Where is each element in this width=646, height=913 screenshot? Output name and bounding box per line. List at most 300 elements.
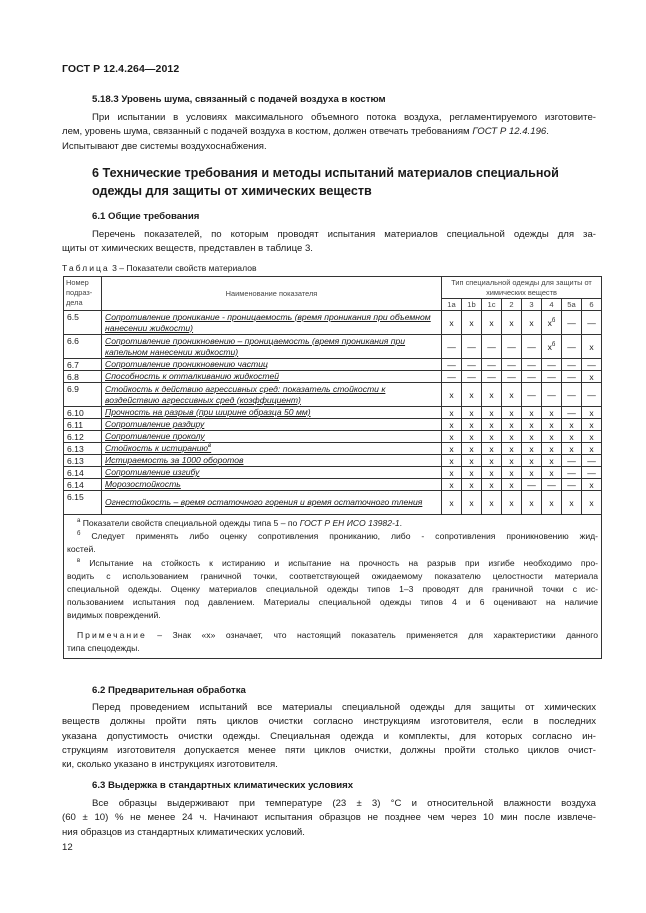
section-6-2-heading: 6.2 Предварительная обработка [92,685,246,696]
section-number-cell: 6.6 [64,335,102,359]
table-row [64,479,602,491]
applicability-cell [582,407,602,419]
text-line: Испытывают две системы воздухоснабжения. [62,140,267,152]
applicability-mark: х [569,497,574,508]
table-row [64,419,602,431]
applicability-cell [462,371,482,383]
section-number-cell: 6.15 [64,491,102,515]
applicability-cell [462,467,482,479]
applicability-cell [542,479,562,491]
applicability-cell [522,455,542,467]
applicability-mark: х [449,317,454,328]
applicability-mark: х [469,479,474,490]
applicability-mark: — [487,359,496,370]
applicability-cell [482,335,502,359]
applicability-cell [522,479,542,491]
table-row [64,431,602,443]
applicability-cell [542,383,562,407]
applicability-cell [522,407,542,419]
indicator-name: Стойкость к действию агрессивных сред: показатель стойкости к воздействию агрессивных сред (коэффициент) [105,383,386,405]
applicability-mark: — [487,371,496,382]
footnote-a [67,517,598,530]
applicability-cell [522,335,542,359]
applicability-cell [502,419,522,431]
text-line: При испытании в условиях максимального объемного потока воздуха, регламентируемого изготовите- [92,112,596,123]
footnote-marker: в [208,443,212,450]
applicability-mark: х [549,497,554,508]
applicability-cell [482,383,502,407]
applicability-cell [502,443,522,455]
applicability-cell [462,455,482,467]
applicability-cell [502,467,522,479]
indicator-name-cell [102,407,442,419]
table-row [64,311,602,335]
applicability-cell [482,491,502,515]
applicability-cell [582,371,602,383]
applicability-cell [462,383,482,407]
applicability-mark: х [589,341,594,352]
applicability-mark: — [567,479,576,490]
indicator-name-cell [102,443,442,455]
applicability-mark: х [489,467,494,478]
indicator-name-cell [102,431,442,443]
text-line: Перечень показателей, по которым проводят испытания материалов специальной одежды для за- [92,229,596,240]
applicability-mark: х [489,479,494,490]
section-number-cell: 6.11 [64,419,102,431]
applicability-cell [582,383,602,407]
table-row [64,443,602,455]
applicability-mark: — [527,359,536,370]
applicability-mark: х [509,389,514,400]
type-header-cell: 1с [482,299,502,311]
applicability-mark: х [529,497,534,508]
standard-reference: ГОСТ Р 12.4.196 [472,126,547,138]
applicability-mark: х [589,431,594,442]
footnote-b-line: костей. [67,544,96,555]
applicability-cell [442,359,462,371]
section-6-heading: 6 Технические требования и методы испытаний материалов специальной одежды для защиты от химических веществ [92,166,559,198]
applicability-mark: — [547,359,556,370]
applicability-cell [482,371,502,383]
applicability-mark: — [467,371,476,382]
applicability-mark: — [567,317,576,328]
applicability-mark: х [549,443,554,454]
applicability-cell [522,311,542,335]
indicator-name-cell [102,467,442,479]
type-header-cell: 5а [562,299,582,311]
applicability-cell [582,359,602,371]
applicability-mark: х [589,407,594,418]
applicability-mark: — [567,371,576,382]
applicability-cell [462,407,482,419]
applicability-cell [542,419,562,431]
applicability-cell [582,467,602,479]
applicability-mark: — [547,371,556,382]
applicability-cell [562,383,582,407]
section-number-cell: 6.9 [64,383,102,407]
applicability-cell [562,371,582,383]
applicability-cell [462,359,482,371]
note-text: – Знак «х» означает, что настоящий показатель применяется для характеристики данного [146,629,598,640]
applicability-mark: х [489,407,494,418]
applicability-mark: х [449,407,454,418]
indicator-name: Сопротивление проникновению частиц [105,359,268,369]
applicability-mark: х [529,317,534,328]
applicability-mark: х [549,419,554,430]
applicability-mark: х [589,419,594,430]
applicability-cell [582,479,602,491]
type-header-cell: 6 [582,299,602,311]
caption-word: Таблица [62,263,110,273]
applicability-mark: х [529,419,534,430]
applicability-mark: х [509,455,514,466]
applicability-cell [502,491,522,515]
applicability-mark: х [549,431,554,442]
caption-text: 3 – Показатели свойств материалов [109,263,257,273]
section-6-3-text [62,797,596,840]
applicability-mark: х [509,407,514,418]
applicability-cell [502,359,522,371]
applicability-cell [522,419,542,431]
table-row [64,371,602,383]
applicability-cell [462,419,482,431]
applicability-cell [442,443,462,455]
section-number-cell: 6.8 [64,371,102,383]
indicator-name: Сопротивление раздиру [105,419,205,429]
table-note-line [67,629,598,642]
applicability-mark: х [509,467,514,478]
applicability-mark: — [507,371,516,382]
applicability-cell [482,467,502,479]
applicability-mark: — [567,467,576,478]
indicator-name: Истираемость за 1000 оборотов [105,455,244,465]
document-id: ГОСТ Р 12.4.264—2012 [62,63,180,75]
applicability-mark: х [469,455,474,466]
applicability-mark: — [587,389,596,400]
applicability-cell [562,407,582,419]
applicability-cell [462,491,482,515]
indicator-name: Стойкость к истиранию [105,443,209,453]
applicability-cell [562,491,582,515]
footnote-text: Следует применять либо оценку сопротивления прониканию, либо - сопротивления проникновению жид- [80,531,598,542]
text-fragment: . [546,126,549,138]
applicability-cell [442,335,462,359]
text-line [62,125,596,139]
applicability-cell [502,407,522,419]
applicability-mark: х [449,467,454,478]
section-6-3-heading: 6.3 Выдержка в стандартных климатических условиях [92,780,354,791]
type-header-cell: 2 [502,299,522,311]
applicability-mark: х [489,317,494,328]
applicability-cell [442,491,462,515]
applicability-cell [502,479,522,491]
type-header-cell: 1b [462,299,482,311]
text-line: указана допустимость очистки одежды. Специальная одежда и комплекты, для которых согласно ин- [62,730,596,742]
footnote-marker: б [77,531,81,538]
applicability-cell [542,407,562,419]
section-number-cell: 6.10 [64,407,102,419]
applicability-mark: х [529,431,534,442]
applicability-mark: х [449,431,454,442]
applicability-cell [562,467,582,479]
table-row [64,467,602,479]
applicability-mark: х [449,389,454,400]
section-5-18-3-heading: 5.18.3 Уровень шума, связанный с подачей воздуха в костюм [92,94,386,105]
applicability-mark: х [469,443,474,454]
text-line: струкциям изготовителя допускается менее пяти циклов очистки, должны пройти столько циклов очист- [62,744,596,756]
applicability-cell [462,479,482,491]
note-label: Примечание [77,629,147,640]
applicability-mark: х [509,317,514,328]
section-number-cell: 6.7 [64,359,102,371]
applicability-mark: х [469,497,474,508]
applicability-mark: х [569,419,574,430]
indicator-name-cell [102,419,442,431]
text-fragment: лем, уровень шума, связанный с подачей воздуха в костюм, должен отвечать требованиям [62,126,473,138]
section-number-cell: 6.12 [64,431,102,443]
applicability-mark: — [507,359,516,370]
applicability-cell [482,407,502,419]
indicator-name-cell [102,455,442,467]
footnote-c-line: пользованием испытания под давлением. Материалы специальной одежды типов 4 и 6 оценивают на наличие [67,597,598,608]
applicability-mark: х [469,389,474,400]
type-header-cell: 1а [442,299,462,311]
indicator-name: Сопротивление проникновению – проницаемость (время проникания при капельном нанесении жидкости) [105,335,406,357]
applicability-cell [582,335,602,359]
applicability-mark: х [469,419,474,430]
applicability-cell [502,335,522,359]
indicator-name: Способность к отталкиванию жидкостей [105,371,280,381]
type-header-cell: 3 [522,299,542,311]
applicability-mark: — [567,359,576,370]
footnote-text: Показатели свойств специальной одежды типа 5 – по [80,518,300,528]
section-5-18-3-text [62,111,596,154]
applicability-cell [502,311,522,335]
applicability-mark: — [527,341,536,352]
applicability-cell [582,491,602,515]
applicability-mark: х [489,443,494,454]
applicability-cell [582,455,602,467]
applicability-cell [462,311,482,335]
applicability-mark: — [447,371,456,382]
applicability-mark: х [547,341,552,352]
applicability-mark: х [509,419,514,430]
applicability-mark: х [469,317,474,328]
applicability-mark: х [449,443,454,454]
applicability-cell [442,371,462,383]
table-row [64,359,602,371]
indicator-name-cell [102,359,442,371]
text-line: (60 ± 10) % не менее 24 ч. Начинают испытания образцов не позднее чем через 10 мин после извлече- [62,812,596,824]
applicability-mark: х [449,419,454,430]
applicability-mark: — [447,341,456,352]
applicability-cell [542,335,562,359]
applicability-cell [462,431,482,443]
applicability-cell [582,431,602,443]
table-row [64,335,602,359]
section-number-cell: 6.13 [64,455,102,467]
footnote-c-line: видимых повреждений. [67,610,161,621]
applicability-mark: х [489,455,494,466]
section-6-1-text [62,228,596,257]
applicability-mark: х [489,431,494,442]
applicability-mark: — [547,389,556,400]
applicability-mark: — [527,371,536,382]
applicability-cell [562,359,582,371]
applicability-cell [542,443,562,455]
indicator-name: Прочность на разрыв (при ширине образца 50 мм) [105,407,311,417]
applicability-cell [502,431,522,443]
applicability-cell [542,467,562,479]
applicability-mark: х [589,497,594,508]
applicability-mark: х [529,443,534,454]
applicability-mark: — [587,467,596,478]
applicability-mark: — [487,341,496,352]
applicability-cell [542,311,562,335]
footnote-c-line: специальной одежды. Оценку материалов специальной одежды типов 1–3 проводят для граничной точки с ис- [67,584,598,595]
applicability-cell [502,383,522,407]
applicability-mark: х [469,407,474,418]
applicability-cell [562,455,582,467]
indicator-name-cell [102,335,442,359]
applicability-mark: — [567,341,576,352]
applicability-mark: х [489,389,494,400]
section-number-cell: 6.13 [64,443,102,455]
applicability-cell [582,419,602,431]
table-row [64,383,602,407]
applicability-mark: х [549,407,554,418]
applicability-cell [482,455,502,467]
applicability-cell [482,431,502,443]
applicability-mark: — [587,455,596,466]
text-line: ния образцов из стандартных климатических условий. [62,826,305,838]
applicability-mark: х [469,467,474,478]
table-note-line: типа спецодежды. [67,642,140,653]
applicability-cell [542,491,562,515]
text-line: щиты от химических веществ, представлен в таблице 3. [62,243,313,255]
applicability-cell [562,419,582,431]
table-caption [62,263,257,273]
footnote-marker: б [551,317,556,324]
applicability-mark: х [509,431,514,442]
section-6-1-heading: 6.1 Общие требования [92,211,200,222]
table-row [64,455,602,467]
applicability-cell [562,431,582,443]
applicability-cell [442,479,462,491]
applicability-mark: х [449,479,454,490]
applicability-cell [562,479,582,491]
applicability-mark: х [589,443,594,454]
applicability-mark: х [489,419,494,430]
text-line: Перед проведением испытаний все материалы специальной одежды для защиты от химических [92,702,596,713]
applicability-mark: х [589,371,594,382]
section-number-cell: 6.14 [64,467,102,479]
applicability-cell [442,419,462,431]
applicability-cell [482,419,502,431]
footnote-c-line [67,557,598,570]
applicability-cell [482,311,502,335]
applicability-cell [522,431,542,443]
indicator-name: Огнестойкость – время остаточного горения и время остаточного тления [105,497,423,507]
applicability-cell [442,383,462,407]
applicability-cell [462,443,482,455]
indicator-name: Сопротивление изгибу [105,467,200,477]
text-line: Все образцы выдерживают при температуре (23 ± 3) °С и относительной влажности воздуха [92,798,596,809]
text-line: ки, сколько указано в инструкциях изготовителя. [62,759,278,771]
applicability-mark: х [509,443,514,454]
footnote-marker: б [551,341,556,348]
indicator-name-cell [102,479,442,491]
applicability-cell [542,431,562,443]
applicability-cell [562,443,582,455]
applicability-mark: — [567,455,576,466]
applicability-mark: х [589,479,594,490]
indicator-name: Сопротивление проколу [105,431,205,441]
standard-reference: ГОСТ Р ЕН ИСО 13982-1 [299,518,400,528]
indicator-name-cell [102,371,442,383]
applicability-cell [522,491,542,515]
applicability-cell [442,455,462,467]
applicability-cell [462,335,482,359]
text-line: веществ должны пройти пять циклов очистки согласно инструкциям изготовителя, если в последних [62,716,596,728]
applicability-cell [442,311,462,335]
type-header-cell: 4 [542,299,562,311]
applicability-cell [582,443,602,455]
footnote-marker: в [77,557,81,564]
applicability-mark: х [509,497,514,508]
applicability-mark: х [469,431,474,442]
footnote-text: Испытание на стойкость к истиранию и испытание на прочность на разрыв при изгибе необходимо про- [80,557,598,568]
applicability-mark: х [529,407,534,418]
indicator-name-cell [102,311,442,335]
table-row [64,407,602,419]
section-number-cell: 6.14 [64,479,102,491]
applicability-mark: х [569,443,574,454]
applicability-mark: — [467,359,476,370]
applicability-mark: — [567,389,576,400]
indicator-name: Сопротивление проникание - проницаемость (время проникания при объемном нанесении жидкости) [105,311,431,333]
applicability-cell [442,407,462,419]
applicability-cell [482,359,502,371]
applicability-cell [562,311,582,335]
applicability-mark: — [527,479,536,490]
applicability-cell [482,479,502,491]
applicability-mark: х [549,467,554,478]
applicability-mark: х [489,497,494,508]
applicability-cell [522,467,542,479]
applicability-mark: — [467,341,476,352]
applicability-mark: — [587,317,596,328]
applicability-mark: х [449,455,454,466]
applicability-mark: х [509,479,514,490]
applicability-cell [522,371,542,383]
header-indicator-name: Наименование показателя [102,277,442,311]
footnote-c-line: водить с использованием граничной точки, соответствующей ожидаемому показателю целостности материала [67,570,598,581]
applicability-mark: — [587,359,596,370]
applicability-cell [502,455,522,467]
applicability-mark: — [527,389,536,400]
applicability-mark: — [507,341,516,352]
applicability-cell [542,359,562,371]
footnote-text: . [399,518,403,528]
table-notes [64,515,602,659]
page-number: 12 [62,842,73,853]
indicator-name-cell [102,383,442,407]
applicability-mark: х [529,455,534,466]
applicability-cell [502,371,522,383]
header-section-number: Номер подраз- дела [64,277,102,311]
applicability-cell [542,455,562,467]
